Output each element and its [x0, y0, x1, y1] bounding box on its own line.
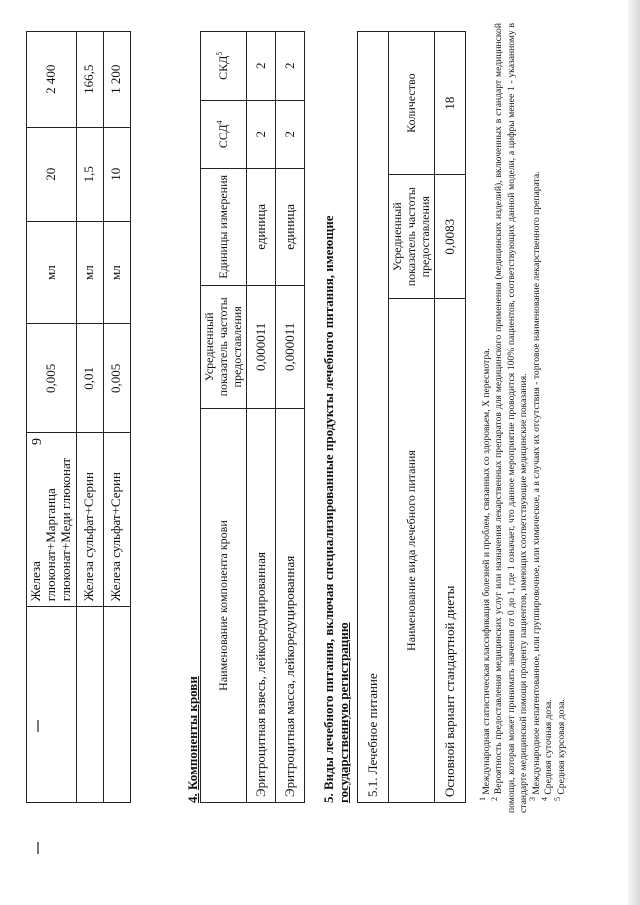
- drug-name-line: глюконат+Меди глюконат: [57, 457, 73, 602]
- footnote-text: Средняя суточная доза.: [543, 699, 555, 795]
- table-row: [76, 32, 103, 803]
- header-name: Наименование вида лечебного питания: [389, 299, 435, 803]
- header-frequency: Усредненный показатель частоты предоставления: [389, 175, 435, 299]
- skd-cell: 2: [247, 32, 276, 101]
- footnote: [490, 23, 530, 813]
- section-title: Компоненты крови: [185, 676, 200, 790]
- table-row: [103, 32, 130, 803]
- footnote-text: Средняя курсовая доза.: [555, 699, 567, 795]
- footnote: [552, 23, 568, 813]
- unit-cell: мл: [76, 222, 103, 324]
- section-4-heading: [186, 676, 201, 803]
- ssd-cell: 20: [27, 127, 77, 222]
- header-quantity: Количество: [389, 32, 435, 175]
- table-row: [276, 32, 305, 803]
- footnote: [527, 23, 543, 813]
- table-row: [247, 32, 276, 803]
- section-5-title-line: [322, 31, 337, 803]
- unit-cell: единица: [247, 169, 276, 286]
- table-header-row: [201, 32, 247, 803]
- header-unit: Единицы измерения: [201, 169, 247, 286]
- header-skd: [201, 32, 247, 101]
- footnote: [540, 23, 555, 813]
- unit-cell: мл: [27, 222, 77, 324]
- blood-components-table: [200, 31, 305, 803]
- group-cell: [103, 607, 130, 803]
- group-cell: [27, 607, 77, 803]
- ssd-cell: 1,5: [76, 127, 103, 222]
- therapeutic-nutrition-table: [357, 31, 466, 803]
- footnote-ref: 4: [214, 120, 224, 125]
- frequency-cell: 0,005: [103, 324, 130, 433]
- drug-name-cell: [27, 433, 77, 607]
- footnote-mark: 2: [490, 797, 500, 801]
- frequency-cell: 0,005: [27, 324, 77, 433]
- drug-name-line: глюконат+Марганца: [42, 488, 58, 602]
- footnote-mark: 4: [540, 797, 550, 801]
- section-number: 5.: [321, 793, 336, 803]
- group-cell: [76, 607, 103, 803]
- ssd-cell: 2: [276, 100, 305, 168]
- skd-cell: 2 400: [27, 32, 77, 128]
- table-row: [27, 32, 77, 803]
- diet-name-cell: Основной вариант стандартной диеты: [435, 299, 466, 803]
- drug-name-cell: Железа сульфат+Серин: [103, 433, 130, 607]
- component-name-cell: Эритроцитная взвесь, лейкоредуцированная: [247, 409, 276, 803]
- frequency-cell: 0,01: [76, 324, 103, 433]
- section-5-title-line: государственную регистрацию: [335, 622, 351, 803]
- table-row: [435, 32, 466, 803]
- section-number: 4.: [185, 793, 200, 803]
- quantity-cell: 18: [435, 32, 466, 175]
- drug-name-line: Железа: [28, 561, 43, 602]
- footnotes: [477, 23, 568, 813]
- header-name: Наименование компонента крови: [201, 409, 247, 803]
- footnote-ref: 5: [214, 51, 224, 56]
- ssd-cell: 2: [247, 100, 276, 168]
- frequency-cell: 0,0083: [435, 175, 466, 299]
- frequency-cell: 0,000011: [247, 285, 276, 408]
- header-ssd-label: ССД: [215, 124, 230, 149]
- subsection-title: 5.1. Лечебное питание: [358, 32, 389, 803]
- table-header-row: [389, 32, 435, 803]
- footnote-text: Вероятность предоставления медицинских услуг или назначения лекарственных препаратов для медицинского применения (медицинских изделий), включенных в стандарт медицинской помощи, которая может принимать значения от 0 до 1, где 1 означает, что данное мероприятие проводится 100% пациентов, соответствующих данной модели, а цифры менее 1 - указанному в стандарте медицинской помощи проценту пациентов, имеющих соответствующие медицинские показания.: [493, 23, 530, 813]
- unit-cell: единица: [276, 169, 305, 286]
- skd-cell: 2: [276, 32, 305, 101]
- header-skd-label: СКД: [215, 55, 230, 80]
- drug-name-cell: Железа сульфат+Серин: [76, 433, 103, 607]
- section-5-heading: [322, 31, 352, 803]
- footnote-mark: 1: [477, 797, 487, 801]
- footnote: [477, 23, 493, 813]
- component-name-cell: Эритроцитная масса, лейкоредуцированная: [276, 409, 305, 803]
- unit-cell: мл: [103, 222, 130, 324]
- footnote-text: Международное непатентованное, или группировочное, или химическое, а в случаях их отсутствия - торговое наименование лекарственного препарата.: [530, 171, 542, 795]
- header-ssd: [201, 100, 247, 168]
- skd-cell: 166,5: [76, 32, 103, 128]
- footnote-mark: 5: [552, 797, 562, 801]
- skd-cell: 1 200: [103, 32, 130, 128]
- ssd-cell: 10: [103, 127, 130, 222]
- footnote-text: Международная статистическая классификация болезней и проблем, связанных со здоровьем, X пересмотра.: [481, 348, 492, 795]
- frequency-cell: 0,000011: [276, 285, 305, 408]
- footnote-mark: 3: [527, 797, 537, 801]
- drug-continuation-table: [26, 31, 131, 803]
- page-number: 9: [30, 438, 45, 445]
- section-title-part: Виды лечебного питания, включая специализированные продукты лечебного питания, имеющие: [321, 215, 336, 790]
- table-subtitle-row: [358, 32, 389, 803]
- header-frequency: Усредненный показатель частоты предоставления: [201, 285, 247, 408]
